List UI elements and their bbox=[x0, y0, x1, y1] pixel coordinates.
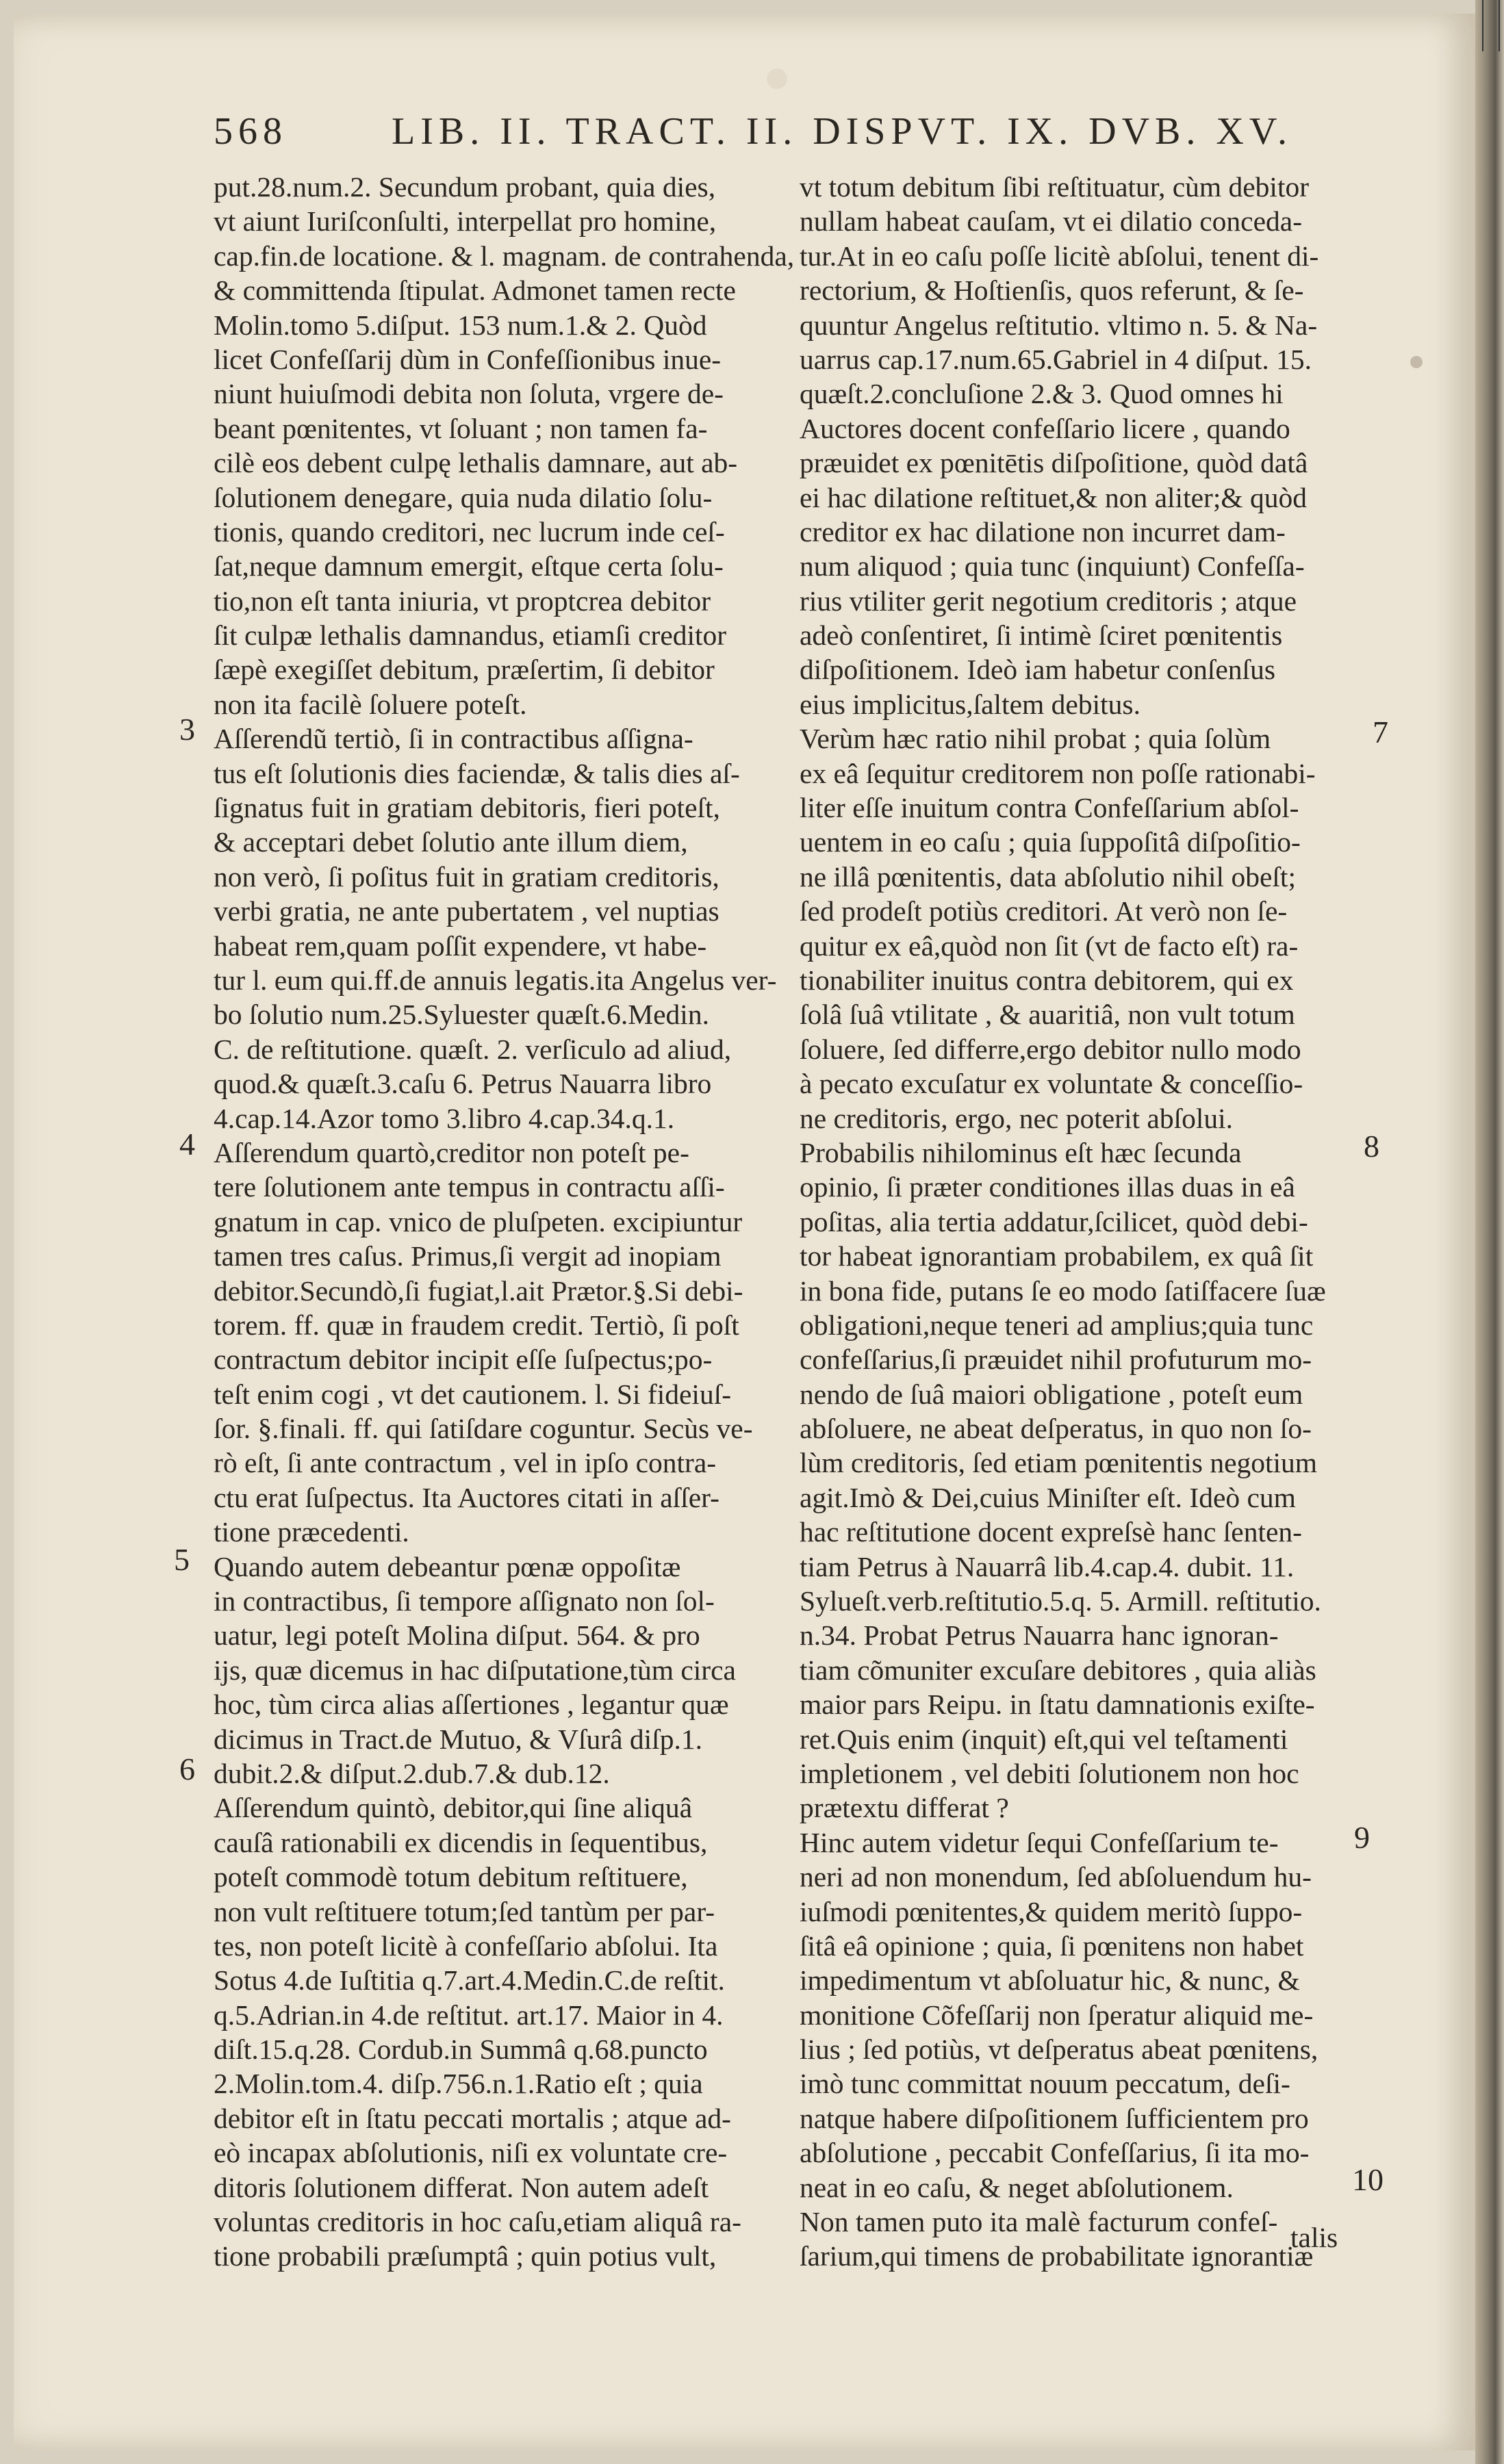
text-line: verbi gratia, ne ante pubertatem , vel nuptias bbox=[214, 895, 719, 927]
text-line: prætextu differat ? bbox=[800, 1792, 1009, 1824]
text-line: gnatum in cap. vnico de pluſpeten. excipiuntur bbox=[214, 1205, 743, 1237]
text-line: nullam habeat cauſam, vt ei dilatio conceda- bbox=[800, 205, 1303, 238]
text-line: tur.At in eo caſu poſſe licitè abſolui, tenent di- bbox=[800, 240, 1319, 272]
text-line: ctu erat ſuſpectus. Ita Auctores citati in aſſer- bbox=[214, 1481, 719, 1513]
catchword: talis bbox=[1290, 2222, 1338, 2253]
text-line: niunt huiuſmodi debita non ſoluta, vrgere de- bbox=[214, 378, 724, 410]
text-line: in bona fide, putans ſe eo modo ſatiſfacere ſuæ bbox=[800, 1274, 1326, 1307]
page-number: 568 bbox=[214, 110, 288, 153]
marginal-number: 7 bbox=[1373, 715, 1388, 749]
text-line: ſignatus fuit in gratiam debitoris, fieri poteſt, bbox=[214, 792, 720, 824]
text-line: Sylueſt.verb.reſtitutio.5.q. 5. Armill. reſtitutio. bbox=[800, 1585, 1321, 1617]
text-line: & committenda ſtipulat. Admonet tamen recte bbox=[214, 274, 736, 307]
text-line: uarrus cap.17.num.65.Gabriel in 4 diſput. 15. bbox=[800, 343, 1312, 375]
text-line: ſolâ ſuâ vtilitate , & auaritiâ, non vult totum bbox=[800, 999, 1295, 1031]
text-line: hoc, tùm circa alias aſſertiones , legantur quæ bbox=[214, 1689, 729, 1721]
text-line: teſt enim cogi , vt det cautionem. l. Si fideiuſ- bbox=[214, 1378, 732, 1410]
text-line: agit.Imò & Dei,cuius Miniſter eſt. Ideò cum bbox=[800, 1481, 1296, 1513]
text-line: Quando autem debeantur pœnæ oppoſitæ bbox=[214, 1550, 681, 1582]
text-line: debitor eſt in ſtatu peccati mortalis ; atque ad- bbox=[214, 2102, 731, 2134]
text-line: quæſt.2.concluſione 2.& 3. Quod omnes hi bbox=[800, 378, 1284, 410]
text-line: quitur ex eâ,quòd non ſit (vt de facto eſt) ra- bbox=[800, 929, 1299, 962]
text-line: ijs, quæ dicemus in hac diſputatione,tùm circa bbox=[214, 1654, 736, 1686]
text-line: tus eſt ſolutionis dies faciendæ, & talis dies aſ- bbox=[214, 757, 740, 789]
text-line: ei hac dilatione reſtituet,& non aliter;& quòd bbox=[800, 481, 1308, 513]
text-line: maior pars Reipu. in ſtatu damnationis exiſte- bbox=[800, 1689, 1315, 1721]
text-line: liter eſſe inuitum contra Confeſſarium abſol- bbox=[800, 792, 1299, 824]
text-line: iuſmodi pœnitentes,& quidem meritò ſuppo- bbox=[800, 1895, 1303, 1927]
marginal-number: 5 bbox=[174, 1542, 190, 1577]
text-line: vt aiunt Iuriſconſulti, interpellat pro homine, bbox=[214, 205, 717, 238]
text-line: uentem in eo caſu ; quia ſuppoſitâ diſpoſitio- bbox=[800, 826, 1301, 858]
left-column bbox=[214, 170, 795, 2274]
running-title: LIB. II. TRACT. II. DISPVT. IX. DVB. XV. bbox=[392, 110, 1293, 153]
text-line: opinio, ſi præter conditiones illas duas in eâ bbox=[800, 1171, 1295, 1203]
text-line: bo ſolutio num.25.Syluester quæſt.6.Medin. bbox=[214, 999, 709, 1031]
text-line: Verùm hæc ratio nihil probat ; quia ſolùm bbox=[800, 723, 1271, 755]
text-line: tere ſolutionem ante tempus in contractu aſſi- bbox=[214, 1171, 725, 1203]
text-line: quuntur Angelus reſtitutio. vltimo n. 5. & Na- bbox=[800, 309, 1318, 341]
text-line: neat in eo caſu, & neget abſolutionem. bbox=[800, 2171, 1234, 2203]
text-line: ſoluere, ſed differre,ergo debitor nullo modo bbox=[800, 1033, 1301, 1065]
text-line: tione probabili præſumptâ ; quin potius vult, bbox=[214, 2240, 717, 2272]
text-line: lùm creditoris, ſed etiam pœnitentis negotium bbox=[800, 1447, 1318, 1479]
text-line: contractum debitor incipit eſſe ſuſpectus;po- bbox=[214, 1344, 713, 1376]
text-line: ſarium,qui timens de probabilitate ignorantiæ bbox=[800, 2240, 1314, 2272]
marginal-number: 6 bbox=[179, 1751, 195, 1786]
text-line: ſed prodeſt potiùs creditori. At verò non ſe- bbox=[800, 895, 1288, 927]
text-line: debitor.Secundò,ſi fugiat,l.ait Prætor.§.Si debi- bbox=[214, 1274, 743, 1307]
text-line: diſt.15.q.28. Cordub.in Summâ q.68.puncto bbox=[214, 2033, 708, 2066]
text-line: in contractibus, ſi tempore aſſignato non ſol- bbox=[214, 1585, 715, 1617]
text-line: tiam Petrus à Nauarrâ lib.4.cap.4. dubit. 11. bbox=[800, 1550, 1295, 1582]
text-line: obligationi,neque teneri ad amplius;quia tunc bbox=[800, 1309, 1314, 1341]
text-line: num aliquod ; quia tunc (inquiunt) Confeſſa- bbox=[800, 550, 1305, 582]
text-line: præuidet ex pœnitētis diſpoſitione, quòd datâ bbox=[800, 447, 1308, 479]
text-line: ſor. §.finali. ff. qui ſatiſdare coguntur. Secùs ve- bbox=[214, 1413, 753, 1445]
text-line: tiam cõmuniter excuſare debitores , quia aliàs bbox=[800, 1654, 1316, 1686]
text-line: licet Confeſſarij dùm in Confeſſionibus inue- bbox=[214, 343, 722, 375]
text-line: non vult reſtituere totum;ſed tantùm per par- bbox=[214, 1895, 715, 1927]
text-line: n.34. Probat Petrus Nauarra hanc ignoran- bbox=[800, 1619, 1279, 1652]
text-line: tionis, quando creditori, nec lucrum inde ceſ- bbox=[214, 515, 725, 548]
text-line: Probabilis nihilominus eſt hæc ſecunda bbox=[800, 1136, 1242, 1168]
text-line: dicimus in Tract.de Mutuo, & Vſurâ diſp.1. bbox=[214, 1723, 702, 1755]
text-line: voluntas creditoris in hoc caſu,etiam aliquâ ra- bbox=[214, 2206, 741, 2238]
text-line: Sotus 4.de Iuſtitia q.7.art.4.Medin.C.de reſtit. bbox=[214, 1964, 725, 1997]
text-line: abſoluere, ne abeat deſperatus, in quo non ſo- bbox=[800, 1413, 1312, 1445]
text-line: cauſâ rationabili ex dicendis in ſequentibus, bbox=[214, 1826, 708, 1858]
text-line: tamen tres caſus. Primus,ſi vergit ad inopiam bbox=[214, 1240, 722, 1272]
marginal-number: 10 bbox=[1352, 2162, 1384, 2197]
text-line: ditoris ſolutionem differat. Non autem adeſt bbox=[214, 2171, 709, 2203]
text-line: ſit culpæ lethalis damnandus, etiamſi creditor bbox=[214, 619, 727, 652]
text-line: diſpoſitionem. Ideò iam habetur conſenſus bbox=[800, 654, 1275, 686]
text-line: lius ; ſed potiùs, vt deſperatus abeat pœnitens, bbox=[800, 2033, 1318, 2066]
text-line: imò tunc committat nouum peccatum, deſi- bbox=[800, 2068, 1290, 2100]
text-line: impletionem , vel debiti ſolutionem non hoc bbox=[800, 1757, 1299, 1789]
text-line: Hinc autem videtur ſequi Confeſſarium te- bbox=[800, 1826, 1279, 1858]
text-line: torem. ff. quæ in fraudem credit. Tertiò, ſi poſt bbox=[214, 1309, 739, 1341]
text-line: nendo de ſuâ maiori obligatione , poteſt eum bbox=[800, 1378, 1303, 1410]
text-line: non verò, ſi poſitus fuit in gratiam creditoris, bbox=[214, 860, 719, 893]
text-line: 4.cap.14.Azor tomo 3.libro 4.cap.34.q.1. bbox=[214, 1102, 675, 1134]
text-line: ſat,neque damnum emergit, eſtque certa ſolu- bbox=[214, 550, 724, 582]
text-line: habeat rem,quam poſſit expendere, vt habe- bbox=[214, 929, 707, 962]
text-line: impedimentum vt abſoluatur hic, & nunc, & bbox=[800, 1964, 1300, 1997]
text-line: abſolutione , peccabit Confeſſarius, ſi ita mo- bbox=[800, 2137, 1310, 2169]
marginal-number: 9 bbox=[1354, 1820, 1370, 1855]
page-gutter-edge bbox=[1475, 0, 1504, 2464]
text-line: monitione Cõfeſſarij non ſperatur aliquid me- bbox=[800, 1999, 1314, 2031]
text-line: Aſſerendũ tertiò, ſi in contractibus aſſigna- bbox=[214, 723, 693, 755]
marginal-number: 3 bbox=[179, 712, 195, 747]
text-line: rectorium, & Hoſtienſis, quos referunt, & ſe- bbox=[800, 274, 1304, 307]
text-line: eius implicitus,ſaltem debitus. bbox=[800, 688, 1140, 720]
text-line: uatur, legi poteſt Molina diſput. 564. & pro bbox=[214, 1619, 700, 1652]
text-line: non ita facilè ſoluere poteſt. bbox=[214, 688, 527, 720]
text-line: rò eſt, ſi ante contractum , vel in ipſo contra- bbox=[214, 1447, 717, 1479]
text-line: adeò conſentiret, ſi intimè ſciret pœnitentis bbox=[800, 619, 1283, 652]
text-line: tione præcedenti. bbox=[214, 1516, 409, 1548]
text-line: rius vtiliter gerit negotium creditoris ; atque bbox=[800, 585, 1297, 617]
text-line: 2.Molin.tom.4. diſp.756.n.1.Ratio eſt ; quia bbox=[214, 2068, 703, 2100]
text-line: ſitâ eâ opinione ; quia, ſi pœnitens non habet bbox=[800, 1929, 1304, 1962]
text-line: C. de reſtitutione. quæſt. 2. verſiculo ad aliud, bbox=[214, 1033, 732, 1065]
text-line: tor habeat ignorantiam probabilem, ex quâ ſit bbox=[800, 1240, 1314, 1272]
text-line: neri ad non monendum, ſed abſoluendum hu- bbox=[800, 1861, 1312, 1893]
text-line: tes, non poteſt licitè à confeſſario abſolui. Ita bbox=[214, 1929, 718, 1962]
text-line: & acceptari debet ſolutio ante illum diem, bbox=[214, 826, 688, 858]
marginal-number: 8 bbox=[1364, 1129, 1379, 1164]
text-line: Molin.tomo 5.diſput. 153 num.1.& 2. Quòd bbox=[214, 309, 707, 341]
text-line: Non tamen puto ita malè facturum confeſ- bbox=[800, 2206, 1278, 2238]
text-line: q.5.Adrian.in 4.de reſtitut. art.17. Maior in 4. bbox=[214, 1999, 724, 2031]
text-line: ne creditoris, ergo, nec poterit abſolui. bbox=[800, 1102, 1234, 1134]
text-line: ex eâ ſequitur creditorem non poſſe rationabi- bbox=[800, 757, 1316, 789]
text-line: creditor ex hac dilatione non incurret dam- bbox=[800, 515, 1286, 548]
text-line: tionabiliter inuitus contra debitorem, qui ex bbox=[800, 964, 1294, 996]
text-line: cap.fin.de locatione. & l. magnam. de contrahenda, bbox=[214, 240, 795, 272]
text-line: natque habere diſpoſitionem ſufficientem pro bbox=[800, 2102, 1309, 2134]
right-column bbox=[800, 170, 1375, 2274]
text-line: confeſſarius,ſi præuidet nihil profuturum mo- bbox=[800, 1344, 1312, 1376]
text-line: quod.& quæſt.3.caſu 6. Petrus Nauarra libro bbox=[214, 1068, 712, 1100]
page-edge-mark bbox=[1482, 0, 1500, 51]
text-line: poteſt commodè totum debitum reſtituere, bbox=[214, 1861, 688, 1893]
text-line: tur l. eum qui.ff.de annuis legatis.ita Angelus ver- bbox=[214, 964, 777, 996]
text-line: Aſſerendum quartò,creditor non poteſt pe- bbox=[214, 1136, 689, 1168]
text-line: vt totum debitum ſibi reſtituatur, cùm debitor bbox=[800, 171, 1310, 203]
text-line: à pecato excuſatur ex voluntate & conceſſio- bbox=[800, 1068, 1303, 1100]
text-line: eò incapax abſolutionis, niſi ex voluntate cre- bbox=[214, 2137, 728, 2169]
text-line: beant pœnitentes, vt ſoluant ; non tamen fa- bbox=[214, 412, 708, 444]
text-line: Auctores docent confeſſario licere , quando bbox=[800, 412, 1290, 444]
text-line: dubit.2.& diſput.2.dub.7.& dub.12. bbox=[214, 1757, 610, 1789]
text-line: put.28.num.2. Secundum probant, quia dies, bbox=[214, 171, 716, 203]
text-line: poſitas, alia tertia addatur,ſcilicet, quòd debi- bbox=[800, 1205, 1308, 1237]
text-line: tio,non eſt tanta iniuria, vt proptcrea debitor bbox=[214, 585, 711, 617]
text-line: ne illâ pœnitentis, data abſolutio nihil obeſt; bbox=[800, 860, 1296, 893]
text-line: Aſſerendum quintò, debitor,qui ſine aliquâ bbox=[214, 1792, 693, 1824]
text-line: cilè eos debent culpę lethalis damnare, aut ab- bbox=[214, 447, 738, 479]
text-line: ſæpè exegiſſet debitum, præſertim, ſi debitor bbox=[214, 654, 715, 686]
running-header bbox=[214, 110, 1293, 171]
text-line: hac reſtitutione docent expreſsè hanc ſenten- bbox=[800, 1516, 1302, 1548]
marginal-number: 4 bbox=[179, 1127, 195, 1162]
text-line: ret.Quis enim (inquit) eſt,qui vel teſtamenti bbox=[800, 1723, 1288, 1755]
text-line: ſolutionem denegare, quia nuda dilatio ſolu- bbox=[214, 481, 713, 513]
